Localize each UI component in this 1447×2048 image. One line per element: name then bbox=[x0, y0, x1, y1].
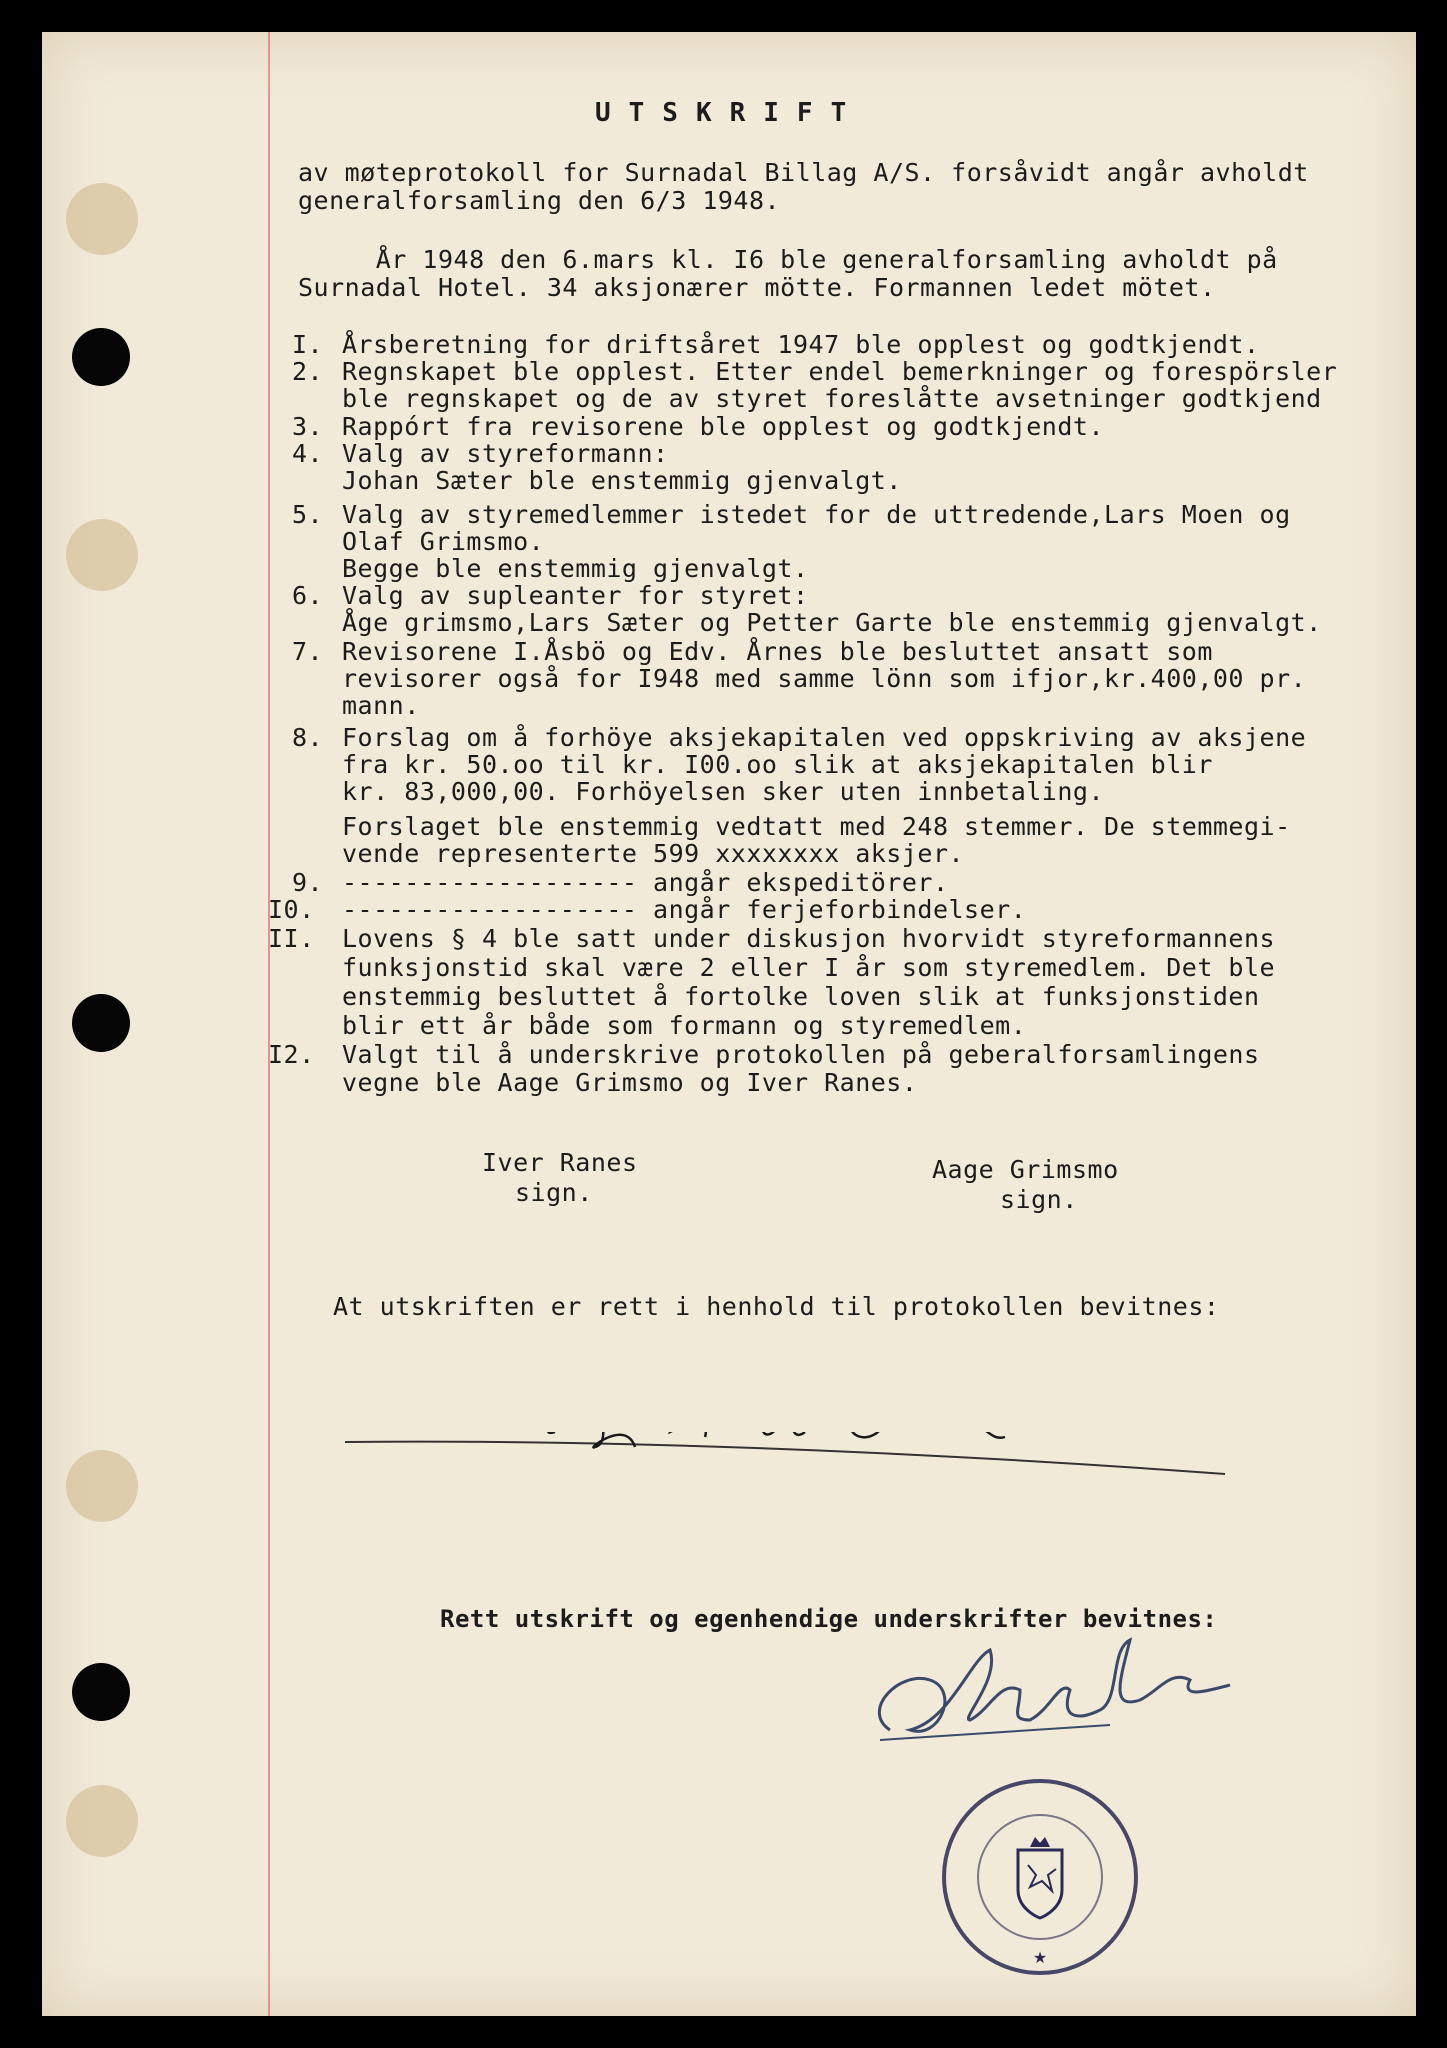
item-line: Rappórt fra revisorene ble opplest og godtkjendt. bbox=[342, 412, 1105, 441]
document-title: UTSKRIFT bbox=[595, 98, 865, 128]
item-line: blir ett år både som formann og styremedlem. bbox=[342, 1011, 1027, 1040]
item-line: Olaf Grimsmo. bbox=[342, 527, 545, 556]
item-line: revisorer også for I948 med samme lönn som ifjor,kr.400,00 pr. bbox=[342, 664, 1307, 693]
signatory-name: Iver Ranes bbox=[482, 1148, 638, 1177]
item-line: Regnskapet ble opplest. Etter endel bemerkninger og forespörsler bbox=[342, 357, 1338, 386]
punch-hole-shadow bbox=[66, 519, 138, 591]
item-line: Valg av supleanter for styret: bbox=[342, 581, 809, 610]
item-line: fra kr. 50.oo til kr. I00.oo slik at aksjekapitalen blir bbox=[342, 750, 1213, 779]
item-line: Forslaget ble enstemmig vedtatt med 248 stemmer. De stemmegi- bbox=[342, 812, 1291, 841]
item-line: vegne ble Aage Grimsmo og Iver Ranes. bbox=[342, 1068, 918, 1097]
signatory-name: Aage Grimsmo bbox=[932, 1155, 1119, 1184]
punch-hole bbox=[72, 328, 130, 386]
item-line: funksjonstid skal være 2 eller I år som styremedlem. Det ble bbox=[342, 953, 1276, 982]
svg-text:★: ★ bbox=[1032, 1948, 1048, 1967]
item-number: 2. bbox=[292, 357, 324, 386]
opening-line: Surnadal Hotel. 34 aksjonærer mötte. Formannen ledet mötet. bbox=[298, 273, 1216, 302]
item-number: 7. bbox=[292, 637, 324, 666]
item-line: mann. bbox=[342, 691, 420, 720]
item-line: Åge grimsmo,Lars Sæter og Petter Garte ble enstemmig gjenvalgt. bbox=[342, 608, 1322, 637]
item-line: Revisorene I.Åsbö og Edv. Årnes ble besluttet ansatt som bbox=[342, 637, 1213, 666]
item-number: I0. bbox=[268, 895, 315, 924]
item-line: Valg av styremedlemmer istedet for de uttredende,Lars Moen og bbox=[342, 500, 1291, 529]
item-line: kr. 83,000,00. Forhöyelsen sker uten innbetaling. bbox=[342, 777, 1105, 806]
item-line: Valgt til å underskrive protokollen på geberalforsamlingens bbox=[342, 1040, 1260, 1069]
signatory-note: sign. bbox=[515, 1178, 593, 1207]
item-number: 6. bbox=[292, 581, 324, 610]
final-signature bbox=[860, 1630, 1260, 1760]
punch-hole-shadow bbox=[66, 1450, 138, 1522]
margin-line bbox=[268, 32, 270, 2016]
official-stamp bbox=[938, 1775, 1143, 1980]
item-number: I2. bbox=[268, 1040, 315, 1069]
item-number: 5. bbox=[292, 500, 324, 529]
intro-line: av møteprotokoll for Surnadal Billag A/S. forsåvidt angår avholdt bbox=[298, 158, 1309, 187]
handwritten-signatures bbox=[345, 1432, 1225, 1482]
punch-hole-shadow bbox=[66, 183, 138, 255]
item-line: enstemmig besluttet å fortolke loven slik at funksjonstiden bbox=[342, 982, 1260, 1011]
item-line: vende representerte 599 xxxxxxxx aksjer. bbox=[342, 839, 965, 868]
item-line: ble regnskapet og de av styret foreslåtte avsetninger godtkjend bbox=[342, 384, 1322, 413]
item-number: II. bbox=[268, 924, 315, 953]
item-line: Lovens § 4 ble satt under diskusjon hvorvidt styreformannens bbox=[342, 924, 1276, 953]
item-line: Johan Sæter ble enstemmig gjenvalgt. bbox=[342, 466, 902, 495]
item-line: ------------------- angår ferjeforbindelser. bbox=[342, 895, 1027, 924]
item-line: ------------------- angår ekspeditörer. bbox=[342, 868, 949, 897]
item-line: Forslag om å forhöye aksjekapitalen ved oppskriving av aksjene bbox=[342, 723, 1307, 752]
punch-hole-shadow bbox=[66, 1785, 138, 1857]
item-number: 4. bbox=[292, 439, 324, 468]
item-line: Valg av styreformann: bbox=[342, 439, 669, 468]
signatory-note: sign. bbox=[1000, 1185, 1078, 1214]
final-attest-line: Rett utskrift og egenhendige underskrifter bevitnes: bbox=[440, 1605, 1218, 1633]
item-number: 8. bbox=[292, 723, 324, 752]
item-line: Begge ble enstemmig gjenvalgt. bbox=[342, 554, 809, 583]
punch-hole bbox=[72, 994, 130, 1052]
attest-line: At utskriften er rett i henhold til protokollen bevitnes: bbox=[333, 1292, 1220, 1321]
item-number: 9. bbox=[292, 868, 324, 897]
punch-hole bbox=[72, 1663, 130, 1721]
item-number: 3. bbox=[292, 412, 324, 441]
item-line: Årsberetning for driftsåret 1947 ble opplest og godtkjendt. bbox=[342, 330, 1260, 359]
intro-line: generalforsamling den 6/3 1948. bbox=[298, 186, 781, 215]
opening-line: År 1948 den 6.mars kl. I6 ble generalforsamling avholdt på bbox=[298, 245, 1278, 274]
item-number: I. bbox=[292, 330, 324, 359]
